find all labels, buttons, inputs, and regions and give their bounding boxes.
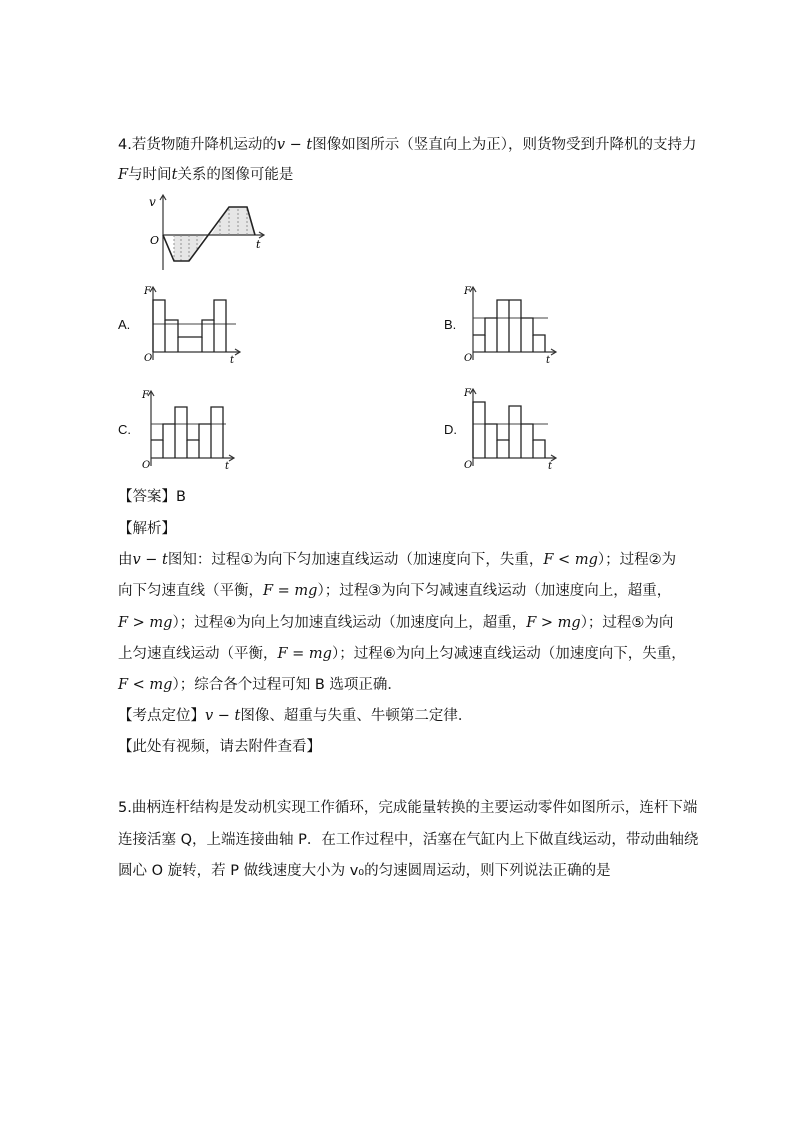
f-origin-label: O bbox=[144, 353, 153, 364]
math-expr: v − t bbox=[205, 708, 241, 724]
answer-line bbox=[118, 488, 186, 506]
q5-line-2: 连接活塞 Q，上端连接曲轴 P．在工作过程中，活塞在气缸内上下做直线运动，带动曲轴绕 bbox=[118, 832, 699, 848]
math-expr: F > mg bbox=[526, 615, 581, 631]
f-x-label: t bbox=[546, 355, 551, 364]
vt-x-label: t bbox=[256, 238, 261, 251]
q4-stem-line-1 bbox=[118, 136, 696, 154]
math-expr: F = mg bbox=[263, 583, 318, 599]
option-d-label[interactable]: D. bbox=[444, 422, 457, 437]
option-c-graph[interactable] bbox=[138, 386, 242, 470]
f-x-label: t bbox=[548, 461, 553, 470]
f-x-label: t bbox=[230, 355, 235, 364]
analysis-text: ）；综合各个过程可知 B 选项正确． bbox=[172, 677, 402, 693]
math-expr: t bbox=[171, 167, 178, 183]
vt-graph bbox=[146, 192, 270, 272]
option-b-graph[interactable] bbox=[460, 282, 564, 364]
f-x-label: t bbox=[225, 461, 230, 470]
vt-origin-label: O bbox=[150, 234, 160, 247]
analysis-text: ）；过程⑥为向上匀减速直线运动（加速度向下，失重， bbox=[331, 646, 686, 662]
analysis-line-2 bbox=[118, 582, 671, 600]
vt-y-label: v bbox=[149, 195, 156, 209]
f-y-label: F bbox=[464, 286, 471, 297]
math-expr: F bbox=[118, 167, 129, 183]
analysis-text: 图知：过程①为向下匀加速直线运动（加速度向下，失重， bbox=[167, 552, 544, 568]
math-expr: F > mg bbox=[118, 615, 173, 631]
answer-value: B bbox=[176, 489, 186, 505]
option-b-label[interactable]: B. bbox=[444, 317, 457, 332]
q4-stem-text: 4.若货物随升降机运动的 bbox=[118, 137, 277, 153]
answer-tag: 【答案】 bbox=[118, 489, 176, 505]
analysis-heading: 【解析】 bbox=[118, 521, 176, 537]
option-a-label[interactable]: A. bbox=[118, 317, 131, 332]
f-origin-label: O bbox=[464, 460, 473, 470]
option-a-graph[interactable] bbox=[140, 282, 248, 364]
f-origin-label: O bbox=[464, 353, 473, 364]
f-y-label: F bbox=[142, 390, 149, 401]
analysis-line-1 bbox=[118, 551, 676, 569]
q5-line-3: 圆心 O 旋转，若 P 做线速度大小为 v₀的匀速圆周运动，则下列说法正确的是 bbox=[118, 863, 611, 879]
math-expr: F = mg bbox=[277, 646, 332, 662]
f-step-curve bbox=[153, 300, 226, 352]
analysis-text: ）；过程④为向上匀加速直线运动（加速度向上，超重， bbox=[172, 615, 527, 631]
analysis-text: ）；过程③为向下匀减速直线运动（加速度向上，超重， bbox=[317, 583, 672, 599]
analysis-line-5 bbox=[118, 676, 402, 694]
option-c-label[interactable]: C. bbox=[118, 422, 131, 437]
option-d-graph[interactable] bbox=[460, 384, 564, 470]
f-y-label: F bbox=[144, 286, 151, 297]
analysis-text: 向下匀速直线（平衡， bbox=[118, 583, 263, 599]
q4-stem-text: 与时间 bbox=[128, 167, 172, 183]
q4-stem-text: 关系的图像可能是 bbox=[177, 167, 294, 183]
q4-stem-line-2 bbox=[118, 166, 293, 184]
analysis-line-4 bbox=[118, 645, 686, 663]
f-origin-label: O bbox=[142, 460, 151, 470]
analysis-text: ）；过程⑤为向 bbox=[580, 615, 674, 631]
math-expr: F < mg bbox=[543, 552, 598, 568]
key-point-line bbox=[118, 707, 472, 725]
math-expr: v − t bbox=[276, 137, 313, 153]
key-point-text: 图像、超重与失重、牛顿第二定律． bbox=[240, 708, 473, 724]
analysis-text: 由 bbox=[118, 552, 133, 568]
video-note[interactable]: 【此处有视频，请去附件查看】 bbox=[118, 739, 321, 755]
math-expr: F < mg bbox=[118, 677, 173, 693]
math-expr: v − t bbox=[132, 552, 168, 568]
q5-line-1: 5.曲柄连杆结构是发动机实现工作循环，完成能量转换的主要运动零件如图所示，连杆下端 bbox=[118, 800, 698, 816]
key-point-tag: 【考点定位】 bbox=[118, 708, 205, 724]
analysis-line-3 bbox=[118, 614, 673, 632]
analysis-text: 上匀速直线运动（平衡， bbox=[118, 646, 278, 662]
analysis-text: ）；过程②为 bbox=[597, 552, 677, 568]
f-y-label: F bbox=[464, 388, 471, 399]
q4-stem-text: 图像如图所示（竖直向上为正），则货物受到升降机的支持力 bbox=[312, 137, 697, 153]
